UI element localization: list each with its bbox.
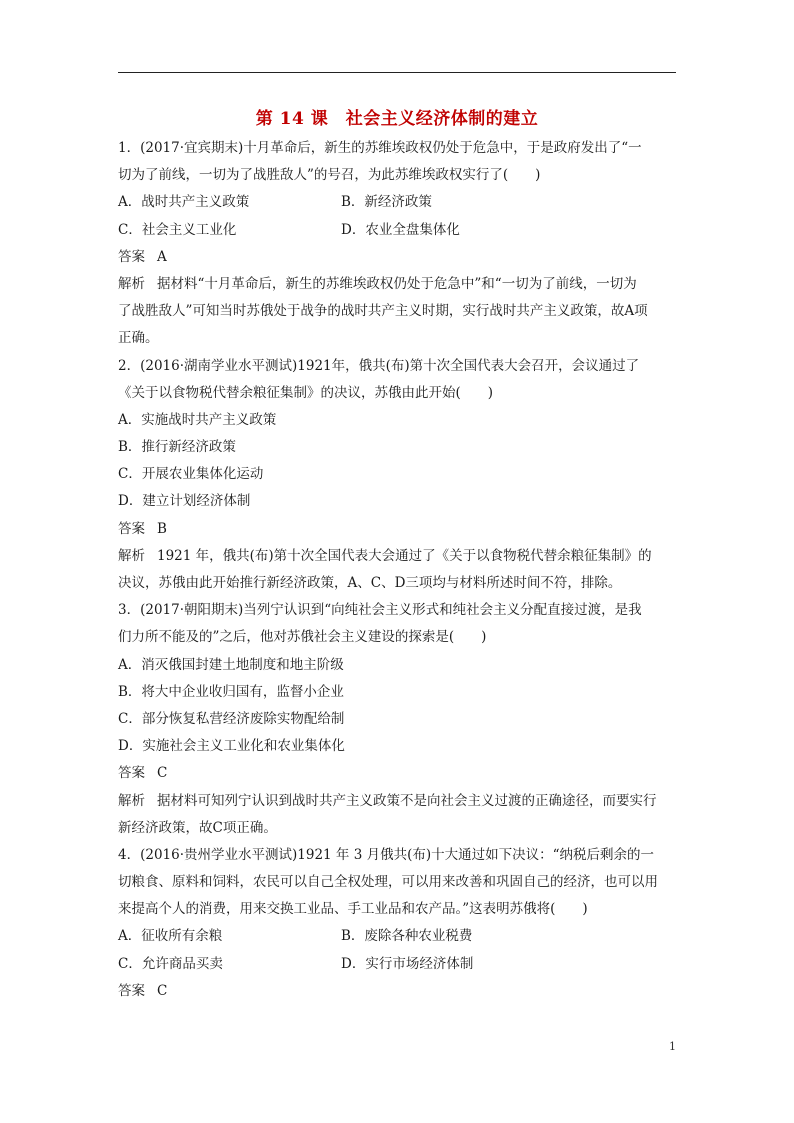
analysis-text: 1921 年，俄共(布)第十次全国代表大会通过了《关于以食物税代替余粮征集制》的: [157, 547, 652, 564]
question-stem-line: 《关于以食物税代替余粮征集制》的决议，苏俄由此开始( ): [118, 384, 494, 401]
analysis-line: 了战胜敌人”可知当时苏俄处于战争的战时共产主义时期，实行战时共产主义政策，故A项: [118, 303, 648, 320]
analysis-line: [118, 271, 678, 298]
option-b: B．新经济政策: [341, 194, 432, 211]
question-stem-line: 1．(2017·宜宾期末)十月革命后，新生的苏维埃政权仍处于危急中，于是政府发出了“一: [118, 140, 642, 156]
question-stem-line: 来提高个人的消费，用来交换工业品、手工业品和农产品。”这表明苏俄将( ): [118, 901, 588, 918]
question-4: [118, 842, 678, 1005]
option-c: C．部分恢复私营经济废除实物配给制: [118, 710, 345, 727]
question-3: [118, 597, 678, 842]
option-b: B．推行新经济政策: [118, 439, 236, 456]
analysis-line: 新经济政策，故C项正确。: [118, 819, 277, 836]
analysis-label: 解析: [118, 275, 145, 292]
analysis-line: [118, 543, 678, 570]
question-stem-line: 4．(2016·贵州学业水平测试)1921 年 3 月俄共(布)十大通过如下决议：“纳税后剩余的一: [118, 846, 655, 863]
analysis-line: 决议，苏俄由此开始推行新经济政策，A、C、D三项均与材料所述时间不符，排除。: [118, 575, 622, 591]
option-b: B．废除各种农业税费: [341, 928, 473, 945]
option-a: A．征收所有余粮: [118, 928, 223, 945]
answer-value: C: [157, 982, 168, 999]
answer-value: B: [157, 520, 167, 537]
page-number: 1: [669, 1040, 676, 1053]
answer-label: 答案: [118, 982, 145, 999]
question-stem-line: 2．(2016·湖南学业水平测试)1921年，俄共(布)第十次全国代表大会召开，会议通过了: [118, 357, 640, 374]
option-c: C．社会主义工业化: [118, 221, 237, 238]
option-d: D．实施社会主义工业化和农业集体化: [118, 738, 345, 755]
option-a: A．消灭俄国封建土地制度和地主阶级: [118, 656, 344, 673]
answer-line: [118, 760, 678, 787]
analysis-label: 解析: [118, 547, 145, 564]
analysis-text: 据材料可知列宁认识到战时共产主义政策不是向社会主义过渡的正确途径，而要实行: [157, 792, 657, 809]
question-stem-line: 3．(2017·朝阳期末)当列宁认识到“向纯社会主义形式和纯社会主义分配直接过渡，是我: [118, 602, 642, 619]
answer-label: 答案: [118, 765, 145, 782]
document-body: [118, 135, 678, 1005]
option-row: [118, 189, 678, 216]
answer-label: 答案: [118, 520, 145, 537]
option-a: A．战时共产主义政策: [118, 194, 250, 211]
answer-line: [118, 978, 678, 1005]
analysis-line: 正确。: [118, 330, 159, 347]
option-b: B．将大中企业收归国有，监督小企业: [118, 683, 344, 700]
option-d: D．农业全盘集体化: [341, 221, 460, 238]
page-title: 第 14 课 社会主义经济体制的建立: [255, 109, 539, 129]
answer-value: A: [157, 248, 167, 265]
option-a: A．实施战时共产主义政策: [118, 411, 277, 428]
question-stem-line: 切为了前线，一切为了战胜敌人”的号召，为此苏维埃政权实行了( ): [118, 167, 541, 184]
option-c: C．开展农业集体化运动: [118, 466, 264, 483]
option-row: [118, 217, 678, 244]
option-d: D．建立计划经济体制: [118, 493, 251, 510]
question-1: [118, 135, 678, 353]
option-d: D．实行市场经济体制: [341, 955, 474, 972]
answer-line: [118, 516, 678, 543]
answer-line: [118, 244, 678, 271]
option-row: [118, 951, 678, 978]
analysis-line: [118, 788, 678, 815]
answer-label: 答案: [118, 248, 145, 265]
question-stem-line: 们力所不能及的”之后，他对苏俄社会主义建设的探索是( ): [118, 629, 487, 646]
analysis-label: 解析: [118, 792, 145, 809]
analysis-text: 据材料“十月革命后，新生的苏维埃政权仍处于危急中”和“一切为了前线，一切为: [157, 275, 637, 292]
answer-value: C: [157, 765, 168, 782]
question-2: [118, 353, 678, 598]
option-c: C．允许商品买卖: [118, 955, 223, 972]
header-rule: [118, 72, 676, 73]
option-row: [118, 923, 678, 950]
question-stem-line: 切粮食、原料和饲料，农民可以自己全权处理，可以用来改善和巩固自己的经济，也可以用: [118, 874, 658, 891]
